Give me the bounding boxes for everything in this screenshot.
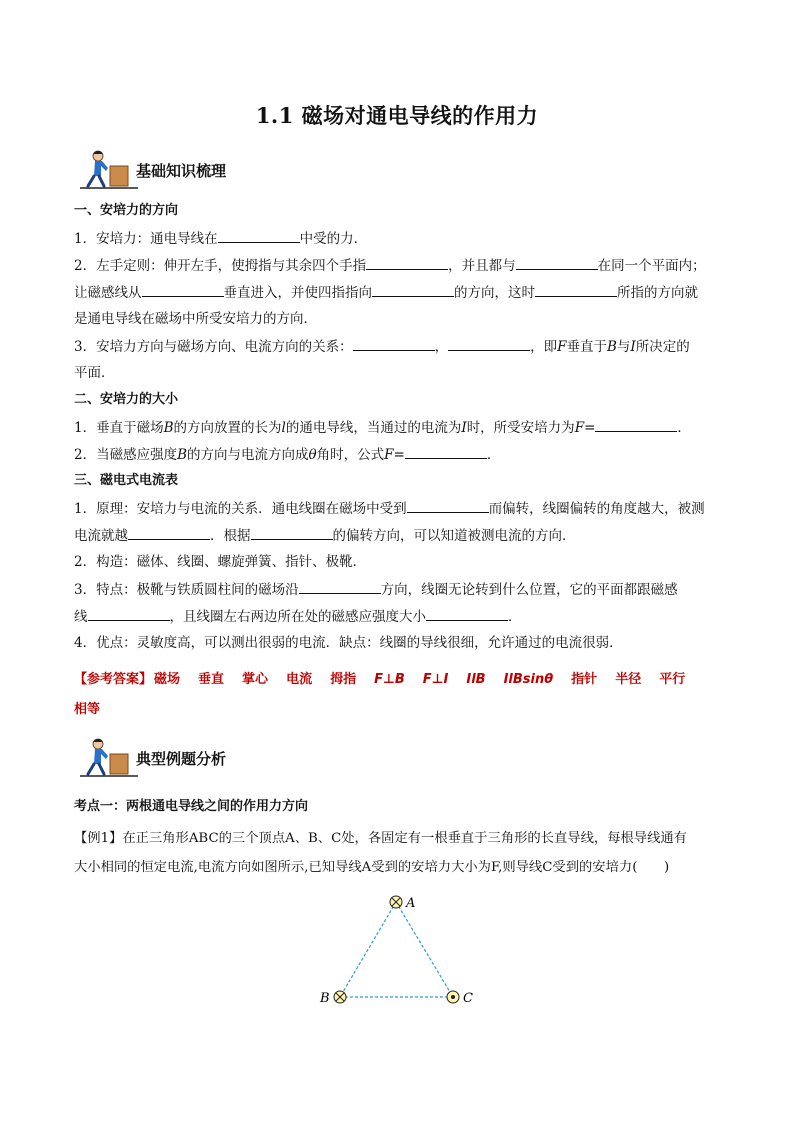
section-label: 基础知识梳理	[136, 162, 227, 180]
wire-b-into-page-icon	[334, 991, 346, 1003]
part3-line2: 电流就越 ．根据 的偏转方向，可以知道被测电流的方向．	[74, 525, 724, 546]
part1-line5: 3．安培力方向与磁场方向、电流方向的关系： ， ，即F垂直于B与I所决定的	[74, 336, 724, 357]
page-title: 1.1 磁场对通电导线的作用力	[255, 103, 539, 128]
part1-line3: 让磁感线从 垂直进入，并使四指指向 的方向，这时 所指的方向就	[74, 282, 724, 303]
wire-c-out-of-page-icon	[447, 991, 459, 1003]
example-line2: 大小相同的恒定电流,电流方向如图所示,已知导线A受到的安培力大小为F,则导线C受到的安培力( )	[74, 860, 670, 875]
reference-answers-last: 相等	[74, 702, 101, 717]
part3-heading: 三、磁电式电流表	[74, 473, 179, 488]
label-c: C	[463, 991, 473, 1006]
part2-line2: 2．当磁感应强度B的方向与电流方向成θ角时，公式F= ．	[74, 444, 724, 465]
kid-pushing-box-icon	[80, 736, 140, 780]
wire-a-into-page-icon	[390, 896, 402, 908]
part1-line1: 1．安培力：通电导线在 中受的力．	[74, 228, 724, 249]
section-header-examples	[80, 736, 300, 780]
part1-line2: 2．左手定则：伸开左手，使拇指与其余四个手指 ，并且都与 在同一个平面内；	[74, 255, 724, 276]
edge-ab	[340, 902, 396, 997]
part3-line3: 2．构造：磁体、线圈、螺旋弹簧、指针、极靴．	[74, 554, 367, 570]
part2-heading: 二、安培力的大小	[74, 392, 179, 407]
label-b: B	[320, 991, 330, 1006]
edge-ac	[396, 902, 453, 997]
section-label: 典型例题分析	[136, 750, 227, 768]
part1-line6: 平面．	[74, 365, 115, 381]
part2-line1: 1．垂直于磁场B的方向放置的长为l的通电导线，当通过的电流为I时，所受安培力为F= ．	[74, 417, 724, 438]
reference-answers: 【参考答案】 磁场 垂直 掌心 电流 拇指 F⊥B F⊥I IlB IlBsinθ 指针 半径 平行	[74, 672, 686, 687]
kid-pushing-box-icon	[80, 148, 140, 192]
section-header-basics	[80, 148, 300, 192]
part3-line1: 1．原理：安培力与电流的关系．通电线圈在磁场中受到 而偏转，线圈偏转的角度越大，被测	[74, 498, 724, 519]
example-line1: 【例1】在正三角形ABC的三个顶点A、B、C处，各固定有一根垂直于三角形的长直导线，每根导线通有	[74, 831, 687, 846]
triangle-diagram	[300, 885, 500, 1015]
example-topic: 考点一：两根通电导线之间的作用力方向	[74, 799, 309, 814]
part3-line6: 4．优点：灵敏度高，可以测出很弱的电流．缺点：线圈的导线很细，允许通过的电流很弱．	[74, 635, 623, 651]
part1-line4: 是通电导线在磁场中所受安培力的方向．	[74, 311, 317, 327]
part3-line4: 3．特点：极靴与铁质圆柱间的磁场沿 方向，线圈无论转到什么位置，它的平面都跟磁感	[74, 579, 724, 600]
part3-line5: 线 ，且线圈左右两边所在处的磁感应强度大小 ．	[74, 606, 724, 627]
label-a: A	[406, 896, 416, 911]
part1-heading: 一、安培力的方向	[74, 203, 179, 218]
answers-label: 【参考答案】	[74, 672, 153, 687]
